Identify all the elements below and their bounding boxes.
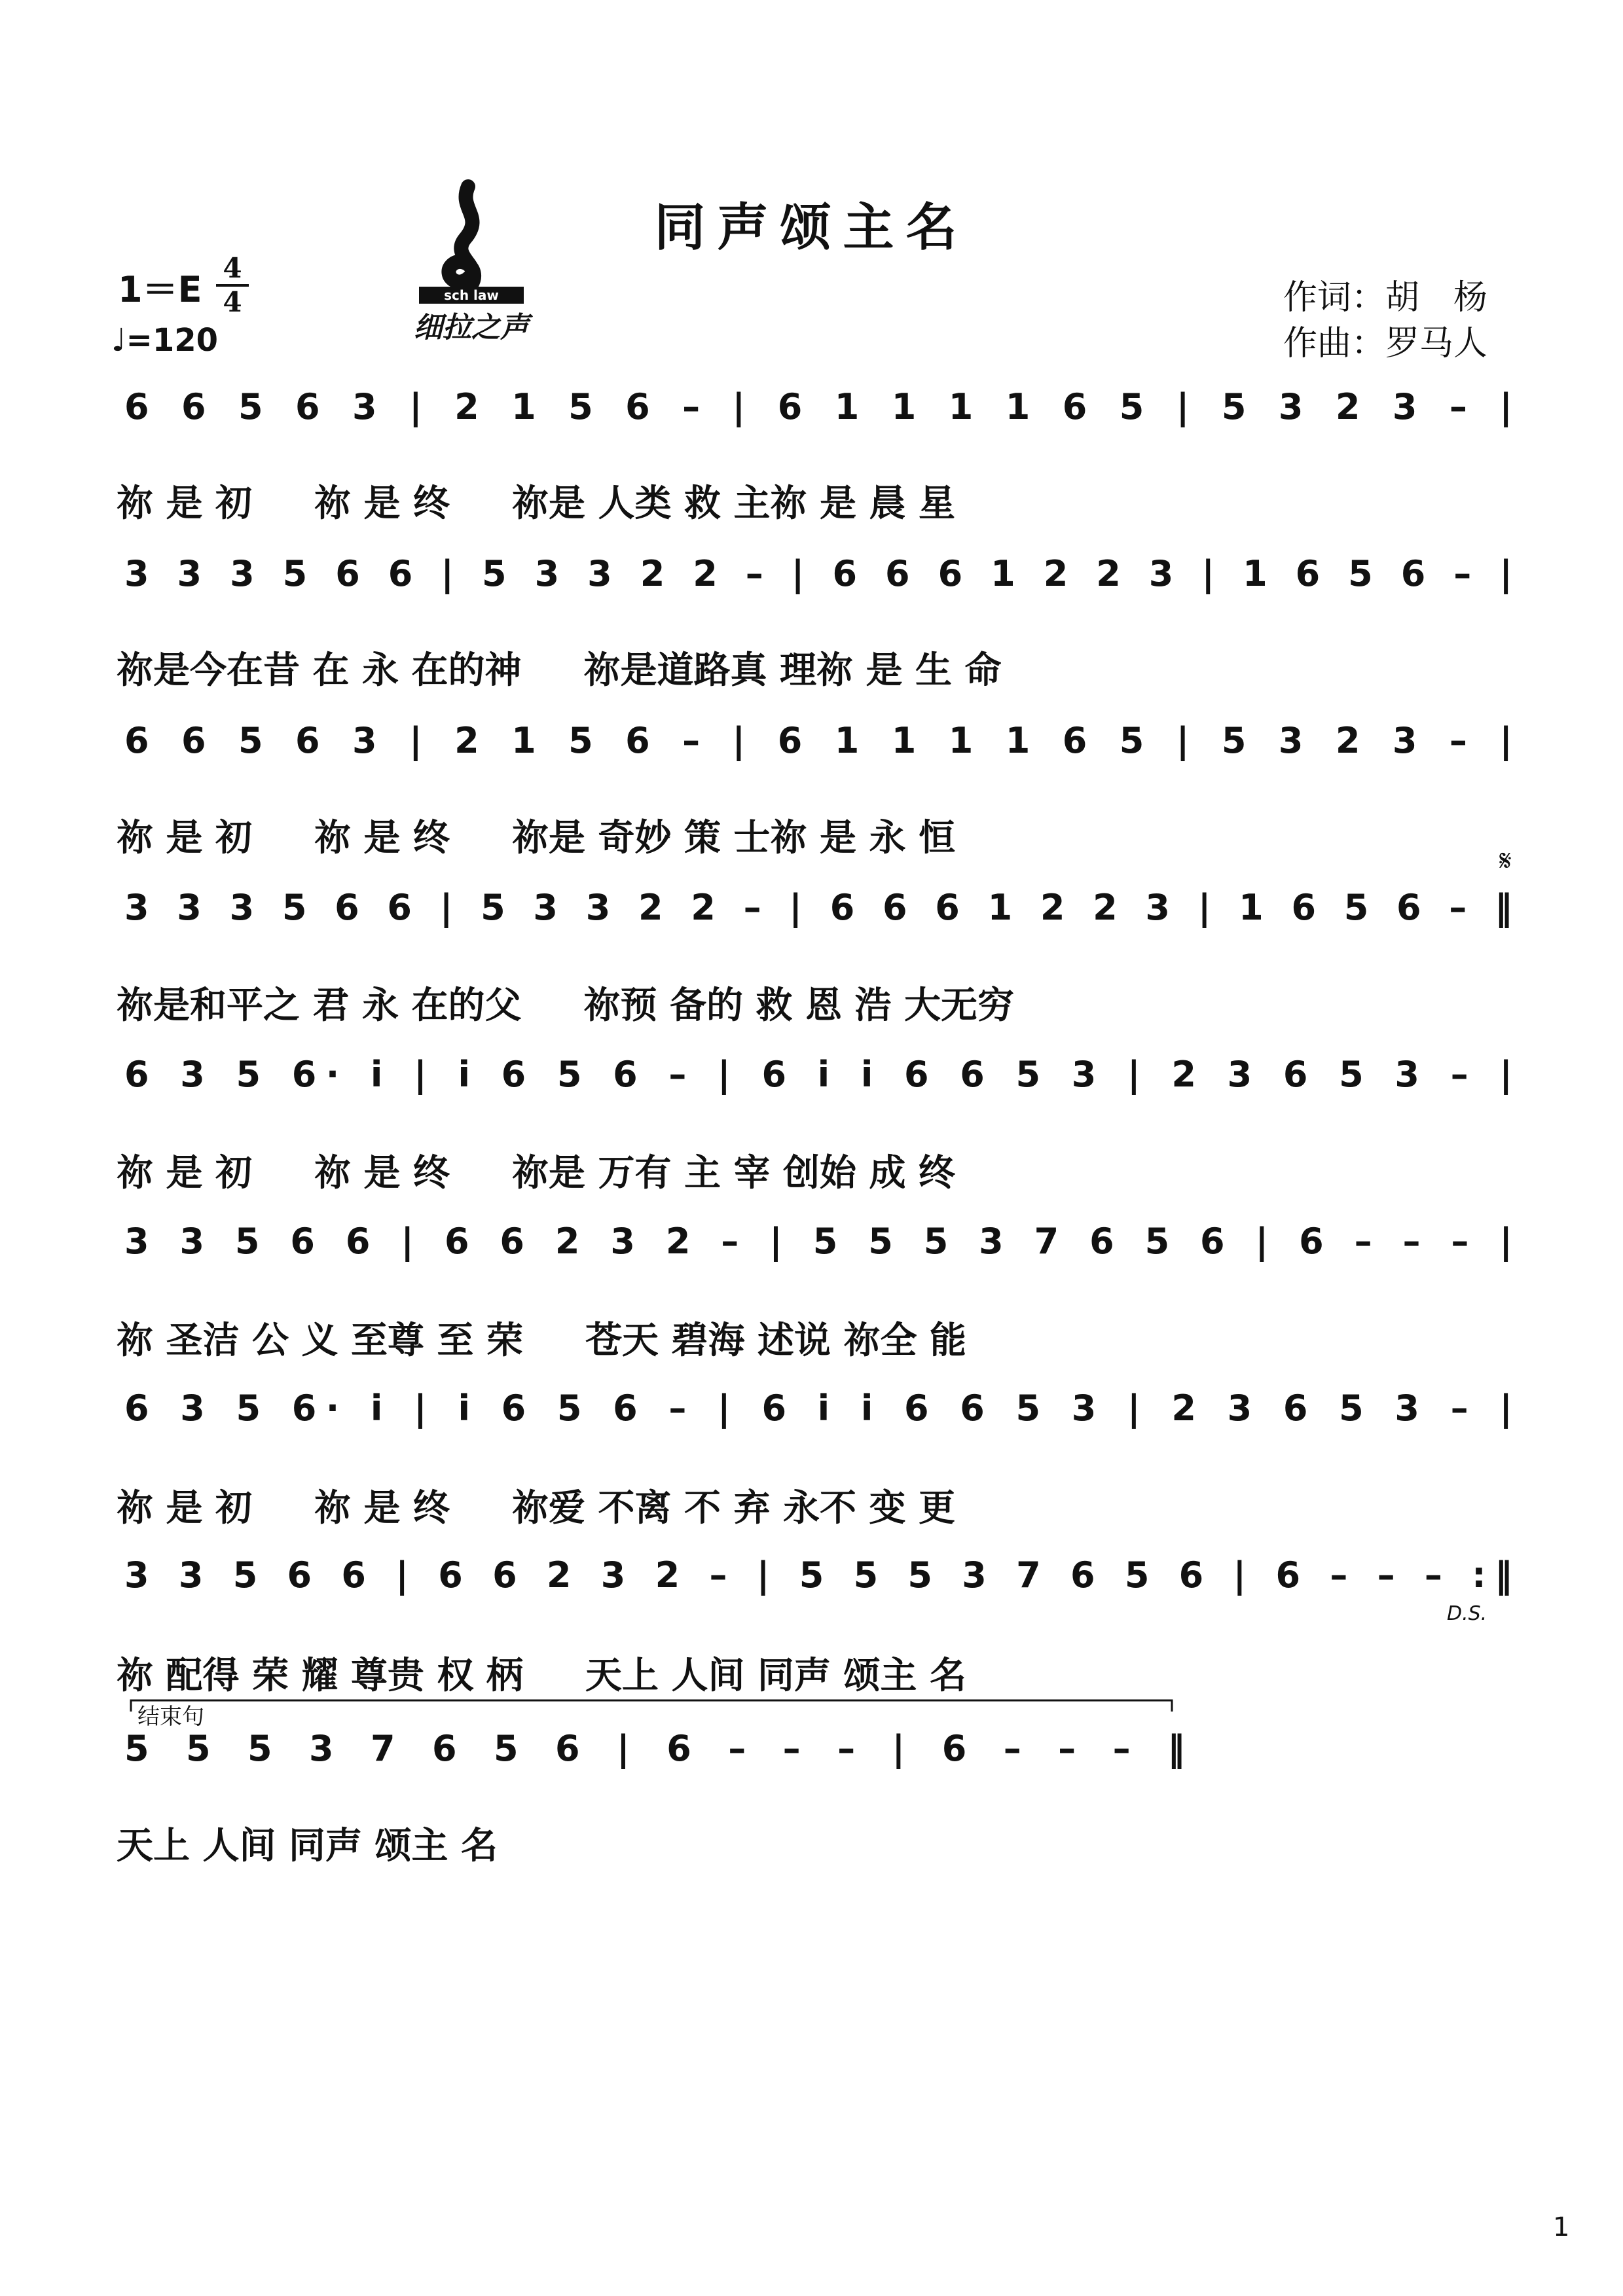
ending-bracket — [131, 1700, 1172, 1712]
notation-row-3: 6 6 5 6 3 | 2 1 5 6 – | 6 1 1 1 1 6 5 | 5 3 2 3 – | — [124, 720, 1513, 761]
lyricist-credit: 作词：胡 杨 — [1283, 278, 1488, 317]
ending-label: 结束句 — [137, 1704, 204, 1730]
lyrics-line-3: 祢 是 初 祢 是 终 祢是 奇妙 策 士祢 是 永 恒 — [117, 817, 955, 859]
logo-brand-en: sch law — [444, 287, 499, 303]
key-signature: 1＝E — [118, 269, 202, 310]
lyrics-line-2: 祢是今在昔 在 永 在的神 祢是道路真 理祢 是 生 命 — [117, 649, 1002, 692]
notation-row-6: 3 3 5 6 6 | 6 6 2 3 2 – | 5 5 5 3 7 6 5 6 | 6 – – – | — [124, 1221, 1512, 1262]
tempo-marking: ♩=120 — [111, 322, 219, 359]
ds-marking: D.S. — [1447, 1602, 1487, 1625]
lyrics-line-9: 天上 人间 同声 颂主 名 — [117, 1825, 498, 1867]
lyrics-line-1: 祢 是 初 祢 是 终 祢是 人类 救 主祢 是 晨 星 — [117, 482, 955, 525]
notation-row-5: 6 3 5 6· i | i 6 5 6 – | 6 i i 6 6 5 3 | 2 3 6 5 3 – | — [124, 1054, 1512, 1095]
time-signature-bottom: 4 — [223, 286, 242, 318]
lyrics-line-7: 祢 是 初 祢 是 终 祢爱 不离 不 弃 永不 变 更 — [117, 1487, 955, 1530]
lyrics-line-6: 祢 圣洁 公 义 至尊 至 荣 苍天 碧海 述说 祢全 能 — [117, 1319, 966, 1362]
notation-row-9: 5 5 5 3 7 6 5 6 | 6 – – – | 6 – – – ‖ — [124, 1728, 1185, 1769]
notation-row-2: 3 3 3 5 6 6 | 5 3 3 2 2 – | 6 6 6 1 2 2 3 | 1 6 5 6 – | — [124, 553, 1513, 594]
notation-row-8: 3 3 5 6 6 | 6 6 2 3 2 – | 5 5 5 3 7 6 5 6 | 6 – – – :‖ — [124, 1554, 1512, 1596]
segno-sign: 𝄋 — [1499, 844, 1512, 878]
notation-row-4: 3 3 3 5 6 6 | 5 3 3 2 2 – | 6 6 6 1 2 2 3 | 1 6 5 6 – ‖ — [124, 887, 1512, 928]
song-title: 同声颂主名 — [654, 198, 969, 257]
lyrics-line-5: 祢 是 初 祢 是 终 祢是 万有 主 宰 创始 成 终 — [117, 1152, 955, 1194]
notation-row-7: 6 3 5 6· i | i 6 5 6 – | 6 i i 6 6 5 3 | 2 3 6 5 3 – | — [124, 1388, 1512, 1429]
time-signature-top: 4 — [223, 252, 242, 284]
composer-credit: 作曲：罗马人 — [1283, 324, 1488, 363]
notation-row-1: 6 6 5 6 3 | 2 1 5 6 – | 6 1 1 1 1 6 5 | 5 3 2 3 – | — [124, 386, 1513, 427]
page-number: 1 — [1553, 2212, 1570, 2242]
lyrics-line-4: 祢是和平之 君 永 在的父 祢预 备的 救 恩 浩 大无穷 — [117, 984, 1014, 1027]
lyrics-line-8: 祢 配得 荣 耀 尊贵 权 柄 天上 人间 同声 颂主 名 — [117, 1655, 966, 1697]
logo-brand-cn: 细拉之声 — [414, 311, 529, 344]
